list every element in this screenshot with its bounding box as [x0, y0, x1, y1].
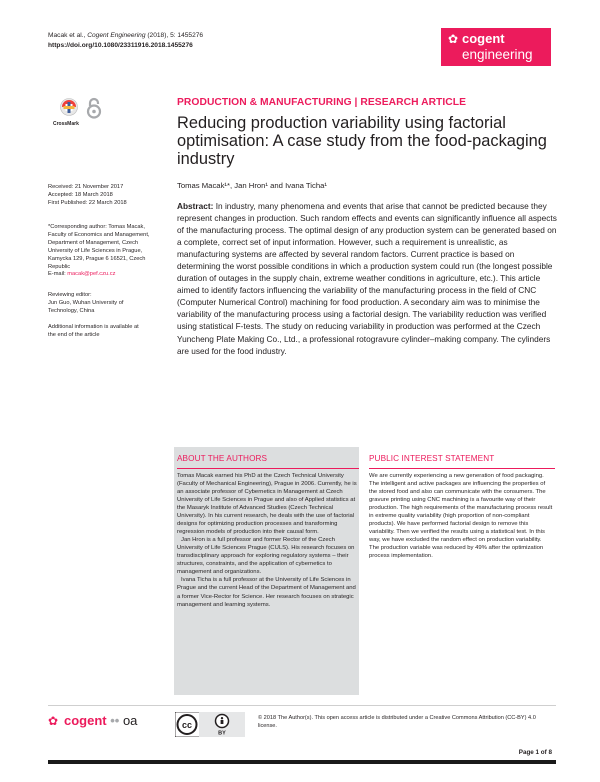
logo-cogent-text: cogent: [64, 713, 107, 728]
reviewing-label: Reviewing editor:: [48, 292, 92, 298]
about-paragraph: Ivana Ticha is a full professor at the University of Life Sciences in Prague and the current Head of the Department of Management and a former Vice-Rector for Science. Her research focuses on strategic management and learning systems.: [177, 577, 356, 608]
crossmark-label: CrossMark: [53, 121, 79, 127]
corr-line: University of Life Sciences in Prague,: [48, 247, 143, 254]
section-label: PRODUCTION & MANUFACTURING | RESEARCH ARTICLE: [177, 97, 467, 108]
additional-line: the end of the article: [48, 331, 100, 338]
email-line: E-mail: macak@pef.czu.cz: [48, 271, 116, 278]
corresponding-author: [48, 224, 168, 279]
cogent-flower-icon: ✿: [448, 32, 459, 46]
author-list: Tomas Macak¹*, Jan Hron¹ and Ivana Ticha¹: [177, 181, 327, 190]
cogent-flower-icon: ✿: [48, 714, 59, 728]
accepted-date: Accepted: 18 March 2018: [48, 191, 113, 198]
brand-line2: engineering: [462, 47, 533, 62]
abstract-label: Abstract:: [177, 201, 214, 211]
corr-line: *Corresponding author: Tomas Macak,: [48, 224, 145, 230]
published-date: First Published: 22 March 2018: [48, 199, 127, 206]
article-dates: [48, 184, 168, 208]
received-date: Received: 21 November 2017: [48, 184, 124, 190]
about-authors-box: [174, 447, 359, 695]
footer-divider: [48, 705, 556, 706]
license-text: © 2018 The Author(s). This open access article is distributed under a Creative Commons Attribution (CC-BY) 4.0 license.: [258, 715, 536, 729]
public-interest-box: [364, 447, 555, 695]
reviewer-line: Jun Guo, Wuhan University of: [48, 299, 124, 306]
public-heading: PUBLIC INTEREST STATEMENT: [369, 454, 495, 463]
citation-line: Macak et al., Cogent Engineering (2018), 5: 1455276: [48, 32, 204, 39]
logo-oa-text: oa: [122, 713, 138, 728]
abstract: [177, 200, 557, 357]
doi-link[interactable]: https://doi.org/10.1080/23311916.2018.1455276: [48, 41, 193, 49]
corr-line: Department of Management, Czech: [48, 239, 139, 246]
page-number: Page 1 of 8: [518, 749, 552, 756]
corr-line: Republic: [48, 263, 71, 270]
brand-line1: cogent: [462, 31, 505, 46]
citation-header: [48, 31, 203, 50]
public-text: We are currently experiencing a new generation of food packaging. The intelligent and active packages are influencing the properties of the stored food and also can communicate with the consumers. The gravure printing using CNC machining is a favourite way of their production. The high requirements of the manufacturing process result in extreme quality variability (high proportion of non-compliant products). We have performed factorial design to remove this variability. Then we verified the results using a statistical test. In this way, we have excluded the random effect on production variability. The production variable was reduced by 49% after the optimization process implementation.: [369, 472, 553, 560]
crossmark-icon[interactable]: [60, 98, 78, 120]
about-paragraph: Tomas Macak earned his PhD at the Czech Technical University (Faculty of Mechanical Engineering), Prague in 2006. Currently, he is an associate professor of Cybernetics in Management at Czech University of Life Sciences in Prague and also of Applied statistics at the Masaryk Institute of Advanced Studies (Czech Technical University). In his current research, he deals with the use of factorial designs for optimizing production processes and transforming regression models of production into their causal form.: [177, 472, 357, 536]
cc-by-license-icon[interactable]: [175, 712, 245, 737]
email-link[interactable]: macak@pef.czu.cz: [67, 271, 116, 278]
about-paragraph: Jan Hron is a full professor and former Rector of the Czech University of Life Sciences Prague (CULS). His research focuses on transdisciplinary approach for exploring regulatory systems – their structures, constraints, and the application of cybernetics to management and organizations.: [177, 537, 355, 576]
svg-text:cc: cc: [181, 719, 193, 730]
corr-line: Faculty of Economics and Management,: [48, 231, 150, 238]
corr-line: Kamycka 129, Prague 6 16521, Czech: [48, 255, 146, 262]
cogent-engineering-logo: [441, 28, 551, 66]
additional-info: [48, 324, 168, 340]
additional-line: Additional information is available at: [48, 324, 139, 330]
about-text: [174, 469, 359, 609]
reviewer-line: Technology, China: [48, 307, 95, 314]
bottom-bar: [48, 760, 556, 764]
journal-name: Cogent Engineering: [87, 32, 146, 39]
abstract-text: In industry, many phenomena and events that arise that cannot be predicted because they represent changes in production. Such random effects and events can significantly influence all aspects of the manufacturing process. The optimal design of any production system can be generated based on a complete, correct set of input information. However, such a requirement is unrealistic, as manufacturing systems are affected by several random factors. Current practice is based on determining the worst possible conditions in which a production system could run (the longest possible duration of outages in the supply chain, extreme weather conditions in agriculture, etc.). This article aimed to identify factors influencing the variability of the manufacturing process in the field of CNC (Computer Numerical Control) machining for food production. A secondary aim was to minimise the variability of the manufacturing process using a factorial design. The variability reduction was verified using statistical F-tests. The study on reducing variability in production was performed at the Czech Yuncheng Plate Making Co., Ltd., a professional rotogravure cylinder–making company. The cylinders are used for the food industry.: [177, 201, 557, 356]
article-title: Reducing production variability using factorial optimisation: A case study from the food-packaging industry: [177, 114, 547, 168]
open-access-icon: [86, 97, 102, 119]
reviewing-editor: [48, 292, 168, 316]
cc-by-text: BY: [218, 730, 226, 737]
about-heading: ABOUT THE AUTHORS: [177, 454, 268, 463]
